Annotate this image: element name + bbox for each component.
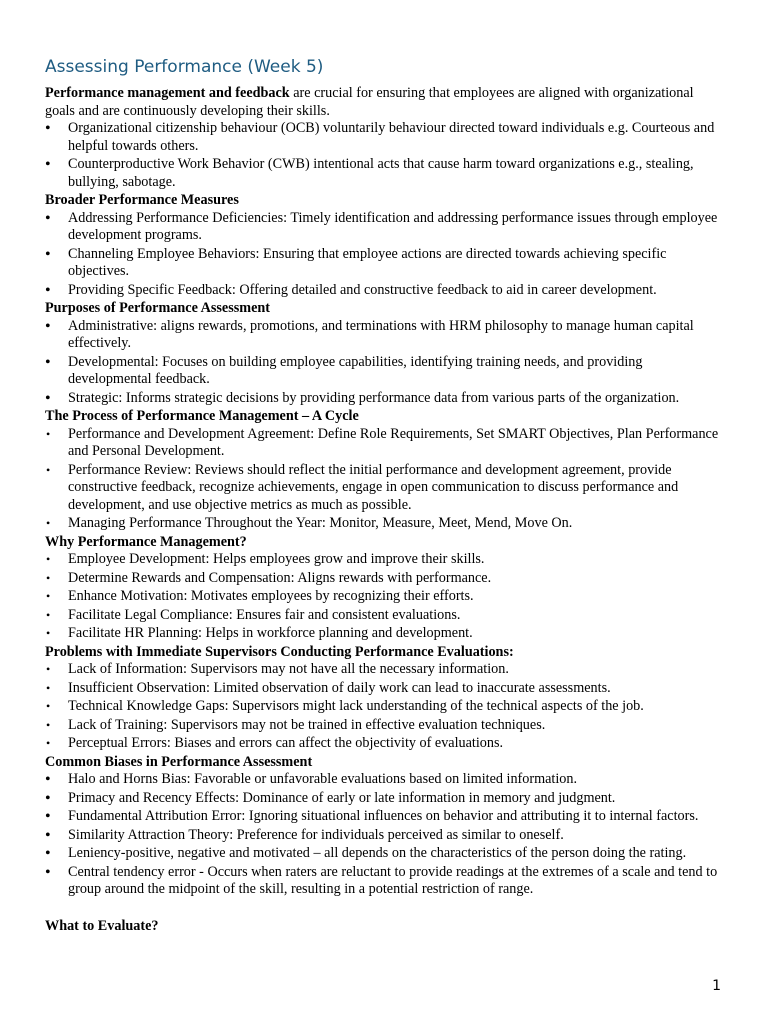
bullet-list-broader-measures	[45, 210, 725, 300]
list-item: • Halo and Horns Bias: Favorable or unfavorable evaluations based on limited information.	[45, 771, 725, 789]
intro-paragraph	[45, 85, 725, 120]
list-item: • Organizational citizenship behaviour (OCB) voluntarily behaviour directed toward individuals e.g. Courteous and helpful towards others.	[45, 120, 725, 155]
list-item: • Counterproductive Work Behavior (CWB) intentional acts that cause harm toward organizations e.g., stealing, bullying, sabotage.	[45, 156, 725, 191]
list-item: • Channeling Employee Behaviors: Ensuring that employee actions are directed towards achieving specific objectives.	[45, 246, 725, 281]
list-item: • Perceptual Errors: Biases and errors can affect the objectivity of evaluations.	[45, 735, 725, 753]
list-item: • Administrative: aligns rewards, promotions, and terminations with HRM philosophy to manage human capital effectively.	[45, 318, 725, 353]
list-item: • Performance Review: Reviews should reflect the initial performance and development agreement, provide constructive feedback, recognize achievements, engage in open communication to discuss performance and development, and use objective metrics as much as possible.	[45, 462, 725, 515]
list-item: • Facilitate HR Planning: Helps in workforce planning and development.	[45, 625, 725, 643]
list-item: • Similarity Attraction Theory: Preference for individuals perceived as similar to oneself.	[45, 827, 725, 845]
list-item: • Lack of Training: Supervisors may not be trained in effective evaluation techniques.	[45, 717, 725, 735]
list-item: • Determine Rewards and Compensation: Aligns rewards with performance.	[45, 570, 725, 588]
list-item: • Developmental: Focuses on building employee capabilities, identifying training needs, and providing developmental feedback.	[45, 354, 725, 389]
intro-text: are crucial for ensuring that employees are aligned with organizational goals and are continuously developing their skills.	[45, 85, 694, 119]
bullet-list-why-performance-management	[45, 551, 725, 643]
list-item: • Central tendency error - Occurs when raters are reluctant to provide readings at the extremes of a scale and tend to group around the midpoint of the skill, resulting in a potential restriction of range.	[45, 864, 725, 899]
list-item: • Insufficient Observation: Limited observation of daily work can lead to inaccurate assessments.	[45, 680, 725, 698]
bullet-list-supervisor-problems	[45, 661, 725, 753]
list-item: • Performance and Development Agreement: Define Role Requirements, Set SMART Objectives, Plan Performance and Personal Development.	[45, 426, 725, 461]
section-heading-what-to-evaluate: What to Evaluate?	[45, 917, 159, 934]
section-heading-broader-measures: Broader Performance Measures	[45, 192, 239, 208]
bullet-list-purposes	[45, 318, 725, 408]
list-item: • Addressing Performance Deficiencies: Timely identification and addressing performance issues through employee development programs.	[45, 210, 725, 245]
bullet-list-common-biases	[45, 771, 725, 899]
list-item: • Primacy and Recency Effects: Dominance of early or late information in memory and judgment.	[45, 790, 725, 808]
list-item: • Fundamental Attribution Error: Ignoring situational influences on behavior and attributing it to internal factors.	[45, 808, 725, 826]
intro-bullet-list	[45, 120, 725, 191]
list-item: • Leniency-positive, negative and motivated – all depends on the characteristics of the person doing the rating.	[45, 845, 725, 863]
list-item: • Enhance Motivation: Motivates employees by recognizing their efforts.	[45, 588, 725, 606]
list-item: • Technical Knowledge Gaps: Supervisors might lack understanding of the technical aspects of the job.	[45, 698, 725, 716]
section-heading-why-performance-management: Why Performance Management?	[45, 533, 247, 550]
section-heading-common-biases: Common Biases in Performance Assessment	[45, 753, 313, 770]
blank-line	[45, 900, 725, 918]
section-heading-supervisor-problems: Problems with Immediate Supervisors Conducting Performance Evaluations:	[45, 643, 514, 660]
list-item: • Employee Development: Helps employees grow and improve their skills.	[45, 551, 725, 569]
section-heading-process-cycle: The Process of Performance Management – A Cycle	[45, 408, 359, 424]
list-item: • Providing Specific Feedback: Offering detailed and constructive feedback to aid in career development.	[45, 282, 725, 300]
bullet-list-process-cycle	[45, 426, 725, 533]
list-item: • Managing Performance Throughout the Year: Monitor, Measure, Meet, Mend, Move On.	[45, 515, 725, 533]
section-heading-purposes: Purposes of Performance Assessment	[45, 300, 270, 316]
document-page	[45, 55, 725, 935]
intro-bold-text: Performance management and feedback	[45, 85, 290, 101]
page-number: 1	[712, 978, 721, 994]
list-item: • Lack of Information: Supervisors may not have all the necessary information.	[45, 661, 725, 679]
list-item: • Strategic: Informs strategic decisions by providing performance data from various parts of the organization.	[45, 390, 725, 408]
list-item: • Facilitate Legal Compliance: Ensures fair and consistent evaluations.	[45, 607, 725, 625]
document-title: Assessing Performance (Week 5)	[45, 57, 324, 77]
